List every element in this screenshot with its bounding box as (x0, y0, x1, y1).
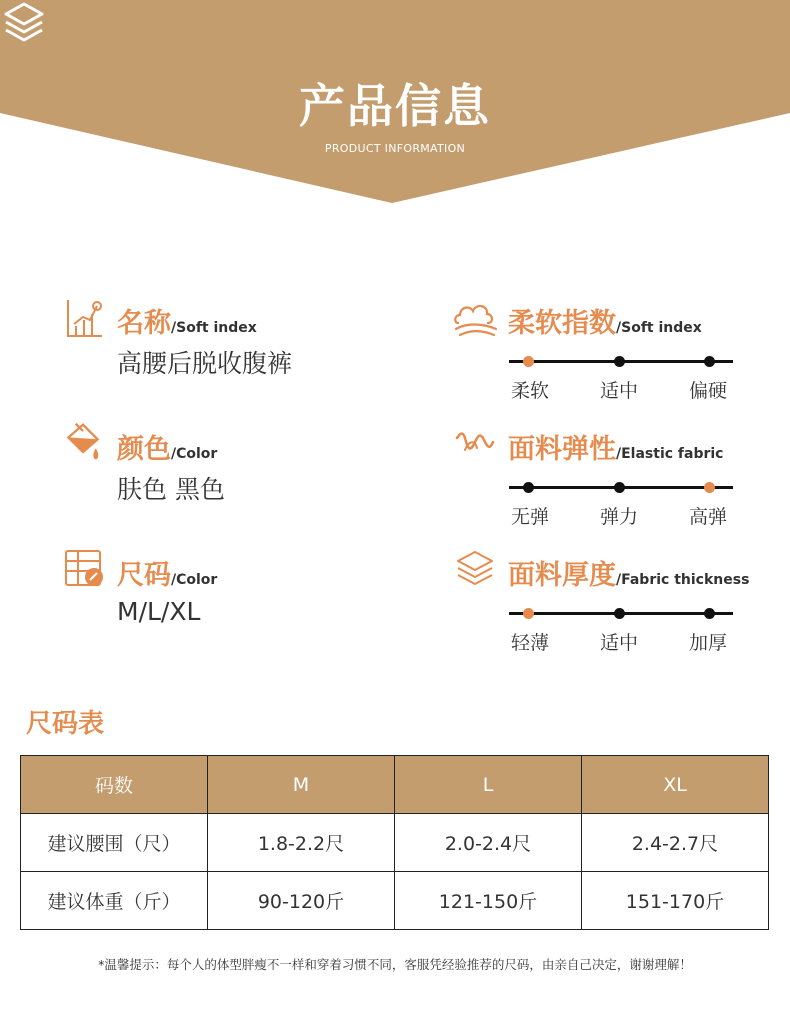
scale-dot (614, 482, 625, 493)
info-color-title-cn: 颜色 (117, 434, 171, 465)
info-name-title (117, 301, 257, 340)
softness-scale (509, 351, 735, 401)
size-table (20, 755, 769, 930)
scale-label: 无弹 (511, 506, 550, 528)
scale-label: 加厚 (689, 632, 728, 654)
scale-dot (704, 356, 715, 367)
table-header-cell: XL (582, 756, 769, 814)
info-thickness-title-en: /Fabric thickness (616, 572, 750, 588)
table-cell: 1.8-2.2尺 (208, 814, 395, 872)
scale-dot-selected (523, 608, 534, 619)
table-header-row (21, 756, 769, 814)
scale-label: 偏硬 (689, 380, 728, 402)
thickness-scale (509, 603, 735, 653)
size-table-title: 尺码表 (26, 709, 105, 739)
scale-dot-selected (523, 356, 534, 367)
info-color-title (117, 427, 217, 466)
page-title: 产品信息 (299, 79, 491, 133)
scale-dot (523, 482, 534, 493)
info-softness-title-en: /Soft index (616, 320, 702, 336)
page-subtitle: PRODUCT INFORMATION (324, 142, 466, 155)
scale-dot (704, 608, 715, 619)
layers-thickness-icon (455, 548, 495, 590)
scale-label: 适中 (600, 380, 639, 402)
chart-growth-icon (64, 298, 104, 340)
table-header-cell: 码数 (21, 756, 208, 814)
elasticity-scale (509, 477, 735, 527)
table-row (21, 872, 769, 930)
header-banner (0, 0, 790, 205)
scale-dot (614, 356, 625, 367)
table-cell: 建议腰围（尺） (21, 814, 208, 872)
info-thickness-title-cn: 面料厚度 (508, 560, 616, 591)
info-name-value: 高腰后脱收腹裤 (117, 349, 293, 378)
info-elasticity-title-cn: 面料弹性 (508, 434, 616, 465)
wave-elastic-icon (455, 430, 495, 456)
info-softness-title (508, 301, 702, 340)
table-cell: 121-150斤 (395, 872, 582, 930)
table-header-cell: L (395, 756, 582, 814)
scale-label: 高弹 (689, 506, 728, 528)
cloud-soft-icon (452, 298, 498, 340)
info-elasticity-title (508, 427, 723, 466)
info-color-value: 肤色 黑色 (117, 475, 225, 504)
info-size-title-en: /Color (171, 572, 218, 588)
scale-label: 适中 (600, 632, 639, 654)
paint-bucket-icon (63, 421, 103, 463)
info-elasticity-title-en: /Elastic fabric (616, 446, 724, 462)
info-size-title-cn: 尺码 (117, 560, 171, 591)
table-cell: 建议体重（斤） (21, 872, 208, 930)
table-cell: 2.0-2.4尺 (395, 814, 582, 872)
info-thickness-title (508, 553, 749, 592)
info-softness-title-cn: 柔软指数 (508, 308, 616, 339)
info-size-title (117, 553, 217, 592)
table-header-cell: M (208, 756, 395, 814)
table-cell: 151-170斤 (582, 872, 769, 930)
scale-dot-selected (704, 482, 715, 493)
scale-label: 柔软 (511, 380, 550, 402)
scale-dot (614, 608, 625, 619)
table-cell: 90-120斤 (208, 872, 395, 930)
info-size-value: M/L/XL (117, 597, 201, 626)
scale-label: 弹力 (600, 506, 639, 528)
info-color-title-en: /Color (171, 446, 218, 462)
footnote: *温馨提示：每个人的体型胖瘦不一样和穿着习惯不同，客服凭经验推荐的尺码，由亲自己决定，谢谢理解！ (98, 957, 692, 972)
size-grid-icon (64, 548, 104, 590)
table-row (21, 814, 769, 872)
info-name-title-en: /Soft index (171, 320, 257, 336)
scale-label: 轻薄 (511, 632, 550, 654)
info-name-title-cn: 名称 (117, 308, 171, 339)
layers-icon (0, 0, 48, 46)
table-cell: 2.4-2.7尺 (582, 814, 769, 872)
